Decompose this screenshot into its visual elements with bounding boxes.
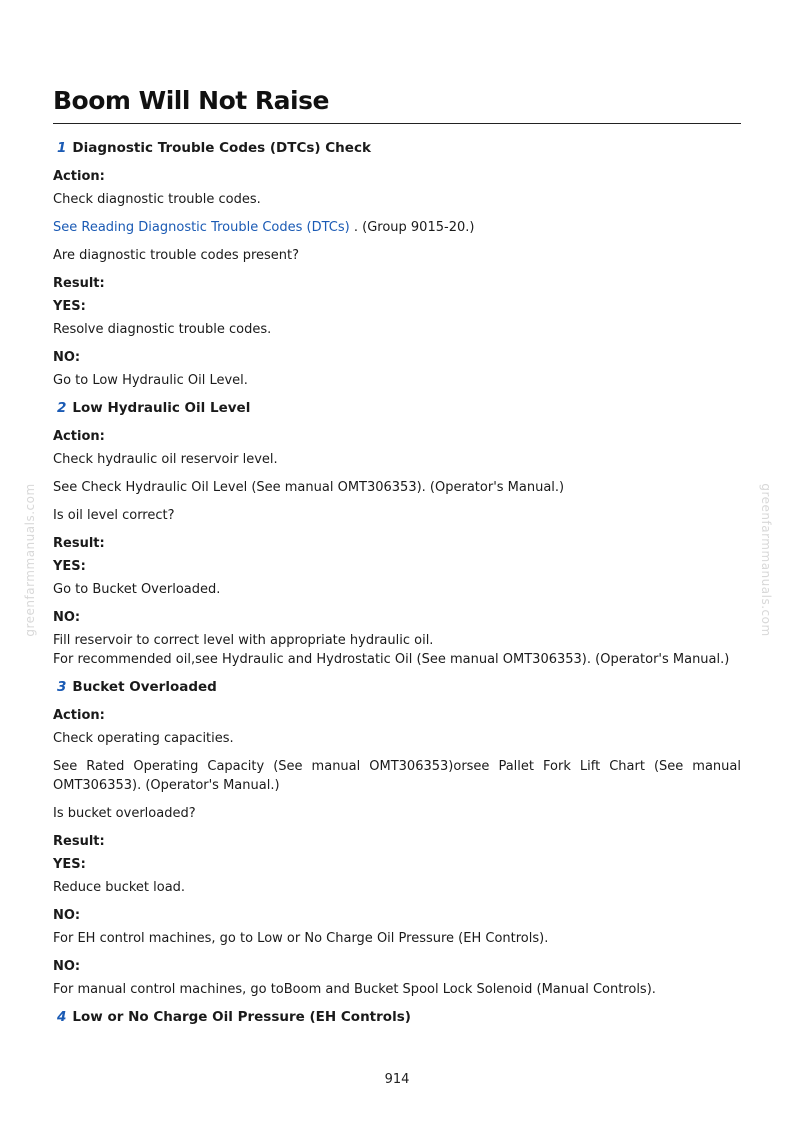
step-2-action-label: Action: [53, 429, 105, 444]
step-1-no-text: Go to Low Hydraulic Oil Level. [53, 373, 248, 388]
step-1-no-label: NO: [53, 350, 81, 365]
step-2-no-text-2: For recommended oil,see Hydraulic and Hydrostatic Oil (See manual OMT306353). (Operator's Manual.) [53, 652, 730, 667]
title-divider [53, 123, 741, 124]
page-number: 914 [384, 1072, 410, 1087]
step-2-no-text-1: Fill reservoir to correct level with appropriate hydraulic oil. [53, 633, 434, 648]
step-2-question: Is oil level correct? [53, 508, 175, 523]
step-2-title: Low Hydraulic Oil Level [72, 400, 251, 416]
step-3-no2-label: NO: [53, 959, 81, 974]
step-4-title: Low or No Charge Oil Pressure (EH Controls) [72, 1009, 411, 1025]
step-1-yes-label: YES: [53, 299, 86, 314]
step-4-number: 4 [57, 1009, 67, 1025]
step-2-yes-text: Go to Bucket Overloaded. [53, 582, 221, 597]
step-2-yes-label: YES: [53, 559, 86, 574]
step-2-no-label: NO: [53, 610, 81, 625]
step-1-action-label: Action: [53, 169, 105, 184]
step-3-no-label: NO: [53, 908, 81, 923]
step-1-reference-suffix: . (Group 9015-20.) [349, 220, 475, 235]
step-1-title: Diagnostic Trouble Codes (DTCs) Check [72, 140, 371, 156]
step-3-title: Bucket Overloaded [72, 679, 217, 695]
procedure-content [53, 139, 741, 1036]
step-1-yes-text: Resolve diagnostic trouble codes. [53, 322, 272, 337]
page-title: Boom Will Not Raise [53, 86, 329, 115]
watermark-left: greenfarmmanuals.com [23, 483, 37, 637]
step-1-action-text: Check diagnostic trouble codes. [53, 192, 261, 207]
step-2-reference: See Check Hydraulic Oil Level (See manual OMT306353). (Operator's Manual.) [53, 480, 565, 495]
step-3-yes-text: Reduce bucket load. [53, 880, 186, 895]
step-3-result-label: Result: [53, 834, 105, 849]
step-3-action-text: Check operating capacities. [53, 731, 234, 746]
step-4-heading [57, 1008, 741, 1027]
step-3-action-label: Action: [53, 708, 105, 723]
step-1-reference [53, 218, 741, 237]
step-3-yes-label: YES: [53, 857, 86, 872]
step-3-reference: See Rated Operating Capacity (See manual OMT306353)orsee Pallet Fork Lift Chart (See manual OMT306353). (Operator's Manual.) [53, 759, 741, 793]
step-2-action-text: Check hydraulic oil reservoir level. [53, 452, 278, 467]
step-2-result-label: Result: [53, 536, 105, 551]
reading-dtcs-link[interactable]: See Reading Diagnostic Trouble Codes (DTCs) [53, 220, 350, 235]
step-2-number: 2 [57, 400, 67, 416]
step-3-heading [57, 678, 741, 697]
step-2-heading [57, 399, 741, 418]
watermark-right: greenfarmmanuals.com [759, 483, 773, 637]
step-3-no-text: For EH control machines, go to Low or No Charge Oil Pressure (EH Controls). [53, 931, 549, 946]
step-1-result-label: Result: [53, 276, 105, 291]
step-3-number: 3 [57, 679, 67, 695]
step-1-number: 1 [57, 140, 67, 156]
step-1-heading [57, 139, 741, 158]
step-3-no2-text: For manual control machines, go toBoom and Bucket Spool Lock Solenoid (Manual Controls). [53, 982, 656, 997]
step-3-question: Is bucket overloaded? [53, 806, 196, 821]
step-1-question: Are diagnostic trouble codes present? [53, 248, 300, 263]
